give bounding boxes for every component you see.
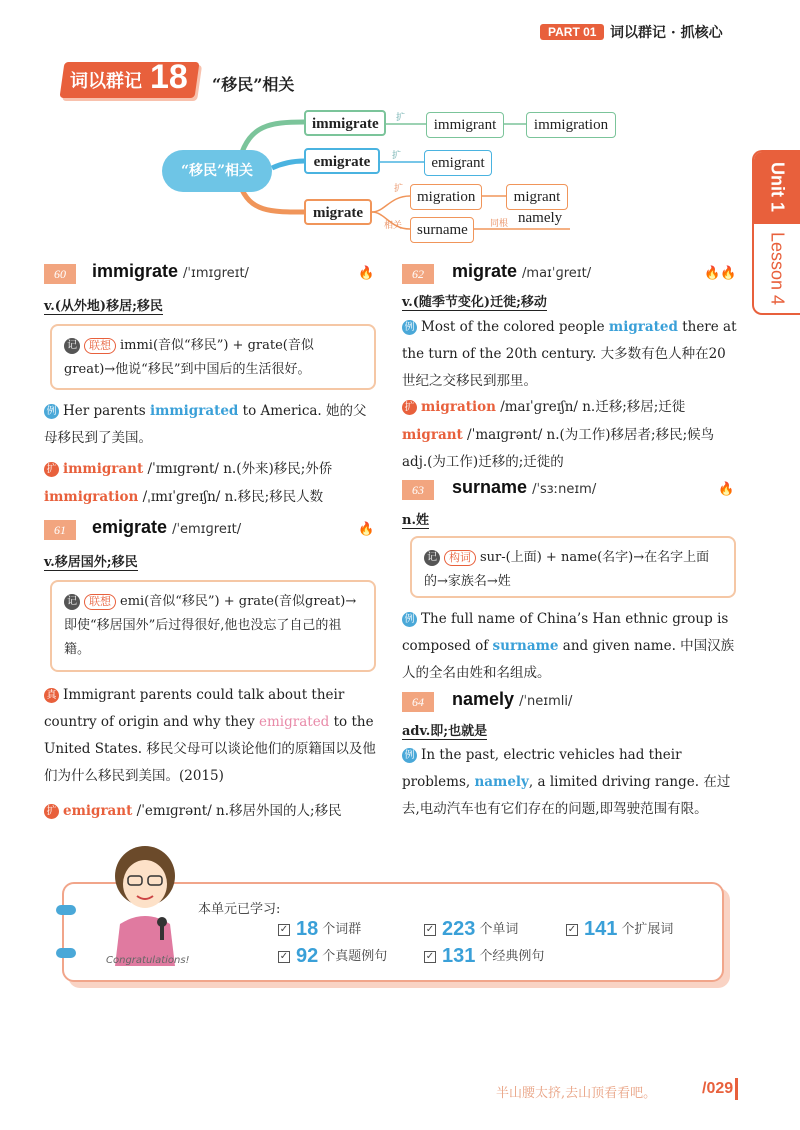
entry-phonetic: /ˈemɪɡreɪt/ xyxy=(172,522,242,537)
entry-number: 60 xyxy=(44,264,76,284)
entry-pos: adv.即;也就是 xyxy=(402,724,488,739)
extension-line: migrant /ˈmaɪɡrənt/ n.(为工作)移居者;移民;候鸟 adj.(为工作)迁移的;迁徙的 xyxy=(402,427,715,470)
pin-icon xyxy=(56,905,76,915)
extension-line: immigration /ˌɪmɪˈɡreɪʃn/ n.移民;移民人数 xyxy=(44,489,324,505)
extension-line: 扩 migration /maɪˈɡreɪʃn/ n.迁移;移居;迁徙 xyxy=(402,394,738,421)
entry-phonetic: /maɪˈɡreɪt/ xyxy=(522,266,592,281)
example-sentence: 例 In the past, electric vehicles had their problems, namely, a limited driving range. 在过去,电动汽车也有它们存在的问题,即驾驶范围有限。 xyxy=(402,747,731,817)
check-icon: ✓ xyxy=(279,923,289,935)
mindmap-ext-tag: 扩 xyxy=(392,151,402,161)
stat-classic-sentences: ✓ 131 个经典例句 xyxy=(425,945,545,967)
entry-pos: v.(随季节变化)迁徙;移动 xyxy=(402,295,547,310)
entry-headword: namely /ˈneɪmli/ xyxy=(452,689,573,709)
mindmap-ext-tag: 扩 xyxy=(394,184,404,194)
footer-quote: 半山腰太挤,去山顶看看吧。 xyxy=(496,1086,657,1101)
memory-tip-box xyxy=(410,536,736,598)
check-icon: ✓ xyxy=(567,923,577,935)
mindmap-node-emigrant: emigrant xyxy=(424,150,492,176)
memory-icon: 记 xyxy=(64,594,80,610)
example-icon: 例 xyxy=(402,748,417,763)
entry-headword: emigrate /ˈemɪɡreɪt/ xyxy=(92,517,242,537)
frequency-icon: 🔥🔥 xyxy=(704,266,737,281)
entry-phonetic: /ˈsɜːneɪm/ xyxy=(532,482,597,497)
mindmap-ext-tag: 扩 xyxy=(396,113,406,123)
check-icon: ✓ xyxy=(425,950,435,962)
entry-phonetic: /ˈneɪmli/ xyxy=(519,694,573,709)
stat-extension-words: ✓ 141 个扩展词 xyxy=(567,918,674,940)
example-icon: 例 xyxy=(44,404,59,419)
entry-number: 62 xyxy=(402,264,434,284)
group-number: 18 xyxy=(150,58,188,96)
example-sentence: 例 Her parents immigrated to America. 她的父母移民到了美国。 xyxy=(44,403,367,446)
extension-line: 扩 emigrant /ˈemɪɡrənt/ n.移居外国的人;移民 xyxy=(44,798,378,825)
entry-headword: migrate /maɪˈɡreɪt/ xyxy=(452,261,592,281)
group-title: “移民”相关 xyxy=(212,75,295,94)
memory-tip-box xyxy=(50,324,376,390)
frequency-icon: 🔥 xyxy=(358,266,375,281)
summary-title: 本单元已学习: xyxy=(198,902,281,917)
memory-tag: 构词 xyxy=(444,550,476,566)
page-bar xyxy=(735,1078,738,1100)
mindmap-node-migration: migration xyxy=(410,184,482,210)
memory-tip-box xyxy=(50,580,376,672)
entry-number: 63 xyxy=(402,480,434,500)
entry-number: 61 xyxy=(44,520,76,540)
check-icon: ✓ xyxy=(279,950,289,962)
memory-icon: 记 xyxy=(424,550,440,566)
entry-pos: v.移居国外;移民 xyxy=(44,555,138,570)
stat-exam-sentences: ✓ 92 个真题例句 xyxy=(279,945,388,967)
example-sentence: 真 Immigrant parents could talk about their country of origin and why they emigrated to the United States. 移民父母可以谈论他们的原籍国以及他们为什么移民到美国。(2015) xyxy=(44,687,376,784)
mindmap-root-tag: 同根 xyxy=(490,219,509,229)
entry-pos: v.(从外地)移居;移民 xyxy=(44,299,163,314)
congratulations-caption: Congratulations! xyxy=(106,955,190,966)
mindmap-related-tag: 相关 xyxy=(384,221,403,231)
lesson-label: Lesson 4 xyxy=(767,232,788,306)
mindmap-node-immigrant: immigrant xyxy=(426,112,504,138)
extension-icon: 扩 xyxy=(402,400,417,415)
mindmap-center: “移民”相关 xyxy=(162,150,272,192)
stat-word-groups: ✓ 18 个词群 xyxy=(279,918,362,940)
memory-text: sur-(上面) + name(名字)→在名字上面的→家族名→姓 xyxy=(424,550,710,589)
extension-icon: 扩 xyxy=(44,804,59,819)
example-sentence: 例 Most of the colored people migrated there at the turn of the 20th century. 大多数有色人种在20世纪之交移民到那里。 xyxy=(402,319,737,389)
memory-tag: 联想 xyxy=(84,594,116,610)
entry-pos: n.姓 xyxy=(402,513,429,528)
entry-headword: immigrate /ˈɪmɪɡreɪt/ xyxy=(92,261,249,281)
teacher-illustration xyxy=(100,838,190,968)
entry-number: 64 xyxy=(402,692,434,712)
mindmap-node-migrate: migrate xyxy=(304,199,372,225)
part-badge: PART 01 xyxy=(540,24,604,40)
example-sentence: 例 The full name of China’s Han ethnic group is composed of surname and given name. 中国汉族人的全名由姓和名组成。 xyxy=(402,611,735,681)
mindmap-node-namely: namely xyxy=(518,210,563,226)
memory-icon: 记 xyxy=(64,338,80,354)
frequency-icon: 🔥 xyxy=(358,522,375,537)
extension-icon: 扩 xyxy=(44,462,59,477)
check-icon: ✓ xyxy=(425,923,435,935)
example-icon: 例 xyxy=(402,612,417,627)
unit-label: Unit 1 xyxy=(767,162,788,213)
extension-line: 扩 immigrant /ˈɪmɪɡrənt/ n.(外来)移民;外侨 xyxy=(44,456,378,483)
mindmap-node-migrant: migrant xyxy=(506,184,568,210)
frequency-icon: 🔥 xyxy=(718,482,735,497)
header-title: 词以群记 · 抓核心 xyxy=(610,25,723,41)
mindmap-node-surname: surname xyxy=(410,217,474,243)
mindmap-node-immigration: immigration xyxy=(526,112,616,138)
memory-text: immi(音似“移民”) + grate(音似great)→他说“移民”到中国后的生活很好。 xyxy=(64,338,314,377)
group-badge-text: 词以群记 xyxy=(70,71,142,92)
page-number: /029 xyxy=(702,1080,734,1097)
mindmap-node-immigrate: immigrate xyxy=(304,110,386,136)
exam-icon: 真 xyxy=(44,688,59,703)
entry-headword: surname /ˈsɜːneɪm/ xyxy=(452,477,597,497)
mindmap-node-emigrate: emigrate xyxy=(304,148,380,174)
entry-phonetic: /ˈɪmɪɡreɪt/ xyxy=(183,266,249,281)
example-icon: 例 xyxy=(402,320,417,335)
memory-tag: 联想 xyxy=(84,338,116,354)
pin-icon xyxy=(56,948,76,958)
stat-words: ✓ 223 个单词 xyxy=(425,918,519,940)
memory-text: emi(音似“移民”) + grate(音似great)→即使“移居国外”后过得很好,他也没忘了自己的祖籍。 xyxy=(64,594,357,657)
